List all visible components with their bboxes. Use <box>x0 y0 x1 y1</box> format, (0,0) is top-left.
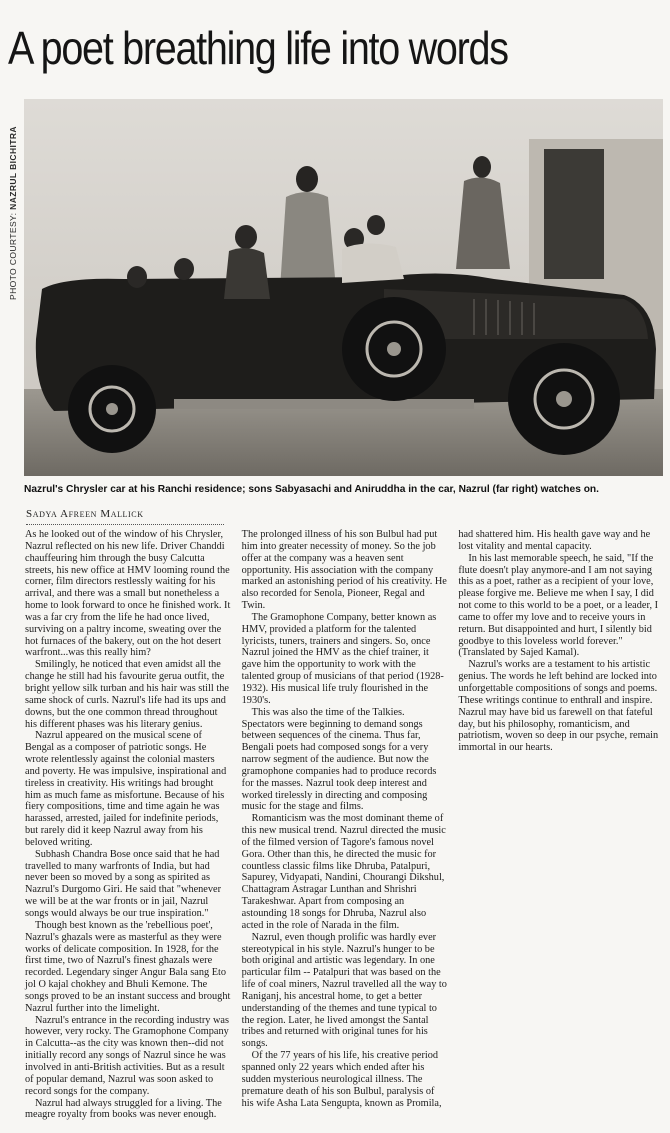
article-body <box>25 529 665 1124</box>
article-paragraph: Though best known as the 'rebellious poet', Nazrul's ghazals were as masterful as they were works of delicate composition. In 1928, for the first time, two of Nazrul's finest ghazals were recorded. Legendary singer Angur Bala sang Eto jol O kajal chokhey and Bhuli Kemone. The songs proved to be an instant success and brought Nazrul further into the limelight. <box>25 919 231 1014</box>
article-paragraph: Subhash Chandra Bose once said that he had travelled to many warfronts of India, but had never been so moved by a song as spirited as Nazrul's Durgomo Giri. He said that "whenever we will be at the war fronts or in jail, Nazrul songs would always be our true inspiration." <box>25 848 222 919</box>
article-paragraph: Nazrul had always struggled for a living. The meagre royalty from books was never enough. The prolonged illness of his son Bulbul had put him into greater necessity of money. So the job offer at the company was a heaven sent opportunity. His association with the company marked an astonishing period of his creativity. He also recorded for Senola, Pioneer, Regal and Twin. <box>25 529 447 1121</box>
vintage-car-photo <box>24 99 663 476</box>
byline-divider <box>26 524 224 525</box>
article-paragraph: Of the 77 years of his life, his creative period spanned only 22 years which ended after his sudden mysterious neurological illness. The premature death of his son Bulbul, paralysis of his wife Asha Lata Sengupta, known as Promila, had shattered him. His health gave way and he lost vitality and mental capacity. <box>241 529 651 1109</box>
article-paragraph: Romanticism was the most dominant theme of this new musical trend. Nazrul directed the music of the filmed version of Tagore's famous novel Gora. Other than this, he directed the music for countless classic films like Dhruba, Patalpuri, Sapurey, Vidyapati, Nandini, Chourangi Dikshul, Chattagram Astragar Lunthan and Shrishri Tarakeshwar. Apart from composing an astounding 18 songs for Dhruba, Nazrul also acted in the role of Narada in the film. <box>241 813 446 931</box>
article-paragraph: Smilingly, he noticed that even amidst all the change he still had his favourite gerua outfit, the bright yellow silk turban and his hair was still the same shock of curls. Nazrul's life had its ups and downs, but the one common thread throughout his different phases was his literary genius. <box>25 659 229 730</box>
article-paragraph: As he looked out of the window of his Chrysler, Nazrul reflected on his new life. Driver Chanddi chauffeuring him through the busy Calcutta streets, his new office at HMV looming round the corner, film directors restlessly waiting for his arrival, and there was a small but nonetheless a home to look forward to once he finished work. It was a far cry from the life he had once lived, surviving on a paltry income, sweating over the hot furnaces of the bakery, out on the hot desert warfront...was this really him? <box>25 529 231 659</box>
article-paragraph: Nazrul appeared on the musical scene of Bengal as a composer of patriotic songs. He wrote relentlessly against the colonial masters and poverty. He was impulsive, inspirational and tireless in creativity. His writings had brought him as much fame as misfortune. Because of his fiery compositions, time and time again he was harassed, arrested, jailed for indefinite periods, but rarely did it keep Nazrul away from his beloved writing. <box>25 730 227 848</box>
photo-caption: Nazrul's Chrysler car at his Ranchi residence; sons Sabyasachi and Aniruddha in the car, Nazrul (far right) watches on. <box>24 484 599 495</box>
article-paragraph: Nazrul's entrance in the recording industry was however, very rocky. The Gramophone Company in Calcutta--as the city was known then--did not initially record any songs of Nazrul since he was involved in anti-British activities. But as a result of popular demand, Nazrul was soon asked to record songs for the company. <box>25 1014 229 1097</box>
photo-credit-name: NAZRUL BICHITRA <box>8 126 18 210</box>
byline: Sadya Afreen Mallick <box>26 508 144 520</box>
article-paragraph: Nazrul's works are a testament to his artistic genius. The words he left behind are locked into unforgettable compositions of songs and poems. These writings continue to enthrall and inspire. Nazrul may have bid us farewell on that fateful day, but his philosophy, romanticism, and patriotism, woven so deep in our psyche, remain immortal in our hearts. <box>458 659 659 754</box>
article-paragraph: This was also the time of the Talkies. Spectators were beginning to demand songs between sequences of the cinema. Thus far, Bengali poets had composed songs for a very narrow segment of the audience. But now the gramophone companies had to produce records for the masses. Nazrul took deep interest and worked tirelessly in directing and composing music for the stage and films. <box>241 706 437 813</box>
headline: A poet breathing life into words <box>8 22 508 74</box>
photo-credit-prefix: PHOTO COURTESY: <box>8 212 18 300</box>
article-paragraph: In his last memorable speech, he said, "If the flute doesn't play anymore-and I am not saying this as a poet, rather as a recipient of your love, please forgive me. Believe me when I say, I did not come to this world to be a poet, or a leader, I came to offer my love and to receive yours in return. But disappointed and hurt, I silently bid goodbye to this loveless world forever." (Translated by Sajed Kamal). <box>458 552 659 659</box>
article-paragraph: Nazrul, even though prolific was hardly ever stereotypical in his style. Nazrul's hunger to be both original and artistic was legendary. In one particular film -- Patalpuri that was based on the life of coal miners, Nazrul travelled all the way to Raniganj, his ancestral home, to get a better understanding of the themes and tune typical to the region. Later, he lived amongst the Santal tribes and returned with original tunes for his songs. <box>241 931 447 1050</box>
article-paragraph: The Gramophone Company, better known as HMV, provided a platform for the talented lyricists, tuners, trainers and singers. So, once Nazrul joined the HMV as the chief trainer, it gave him the opportunity to work with the talented group of musicians of that period (1928-1932). His musical life truly flourished in the 1930's. <box>241 611 444 706</box>
photo-credit <box>6 100 20 300</box>
